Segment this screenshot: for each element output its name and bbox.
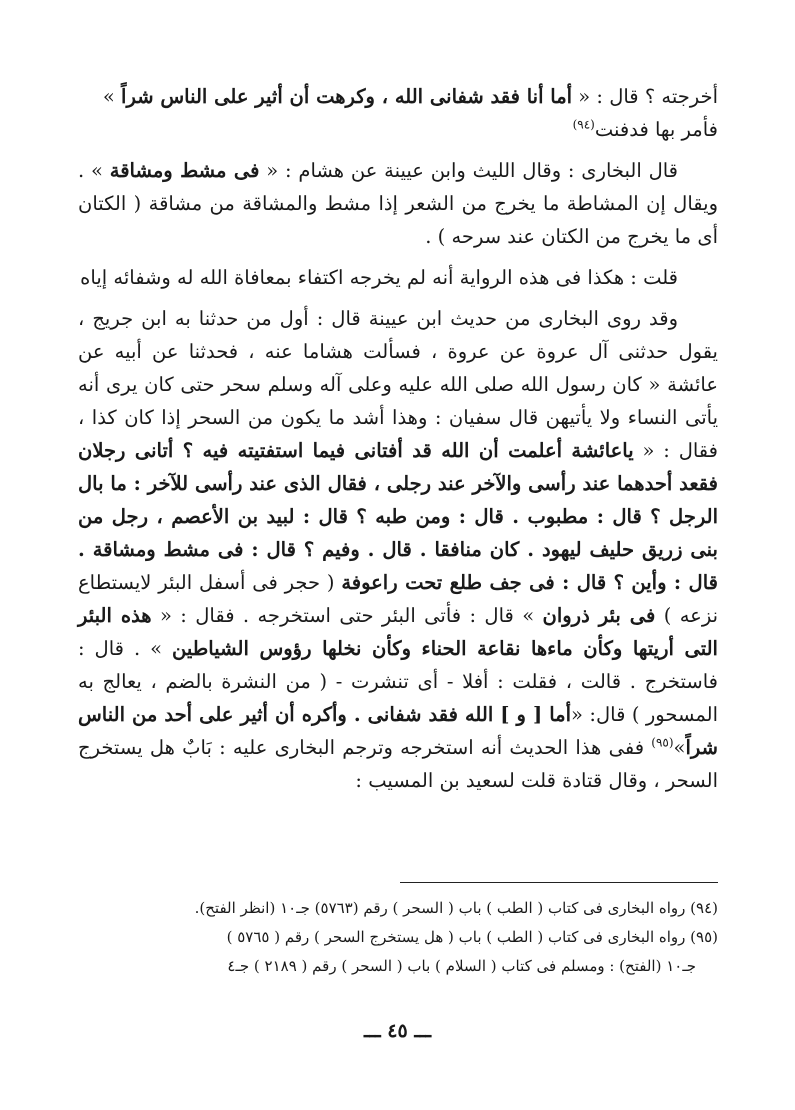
paragraph-2: [78, 154, 718, 253]
text-run: ( حجر فى أسفل البئر لايستطاع نزعه ): [78, 571, 719, 627]
paragraph-1: [78, 80, 718, 146]
footnote-95-continued: جـ١٠ (الفتح) : ومسلم فى كتاب ( السلام ) باب ( السحر ) رقم ( ٢١٨٩ ) جـ٤: [227, 957, 696, 975]
text-run: فأمر بها فدفنت: [594, 118, 718, 141]
text-run: ففى هذا الحديث أنه استخرجه وترجم البخارى عليه : بَابٌ هل يستخرج السحر ، وقال قتادة قلت لسعيد بن المسيب :: [78, 736, 718, 792]
hadith-bold: أما [ و ] الله فقد شفانى . وأكره أن أثير على أحد من الناس شراً: [78, 703, 718, 759]
footnote-divider: [400, 882, 718, 883]
paragraph-4: [78, 302, 718, 797]
footnote-ref-94: (٩٤): [572, 117, 595, 132]
footnote-95: (٩٥) رواه البخارى فى كتاب ( الطب ) باب ( هل يستخرج السحر ) رقم ( ٥٧٦٥ ): [226, 928, 718, 946]
footnote-ref-95: (٩٥): [651, 735, 674, 750]
text-run: » .: [78, 159, 110, 182]
hadith-bold: هذه البئر التى أريتها وكأن ماءها نقاعة الحناء وكأن نخلها رؤوس الشياطين: [78, 604, 718, 660]
text-run: قال البخارى : وقال الليث وابن عيينة عن هشام : «: [259, 159, 678, 182]
hadith-bold: فى بئر ذروان: [542, 604, 656, 627]
text-run: وقد روى البخارى من حديث ابن عيينة قال : أول من حدثنا به ابن جريج ، يقول حدثنى آل عروة عن عروة ، فسألت هشاما عنه ، فحدثنا عن أبيه عن عائشة « كان رسول الله صلى الله عليه وعلى آله وسلم سحر حتى كان يرى أنه يأتى النساء ولا يأتيهن قال سفيان : وهذا أشد ما يكون من السحر إذا كان كذا ، فقال : «: [78, 307, 718, 462]
page-body: [78, 80, 718, 797]
footnotes: [78, 894, 718, 981]
footnote-94: (٩٤) رواه البخارى فى كتاب ( الطب ) باب ( السحر ) رقم (٥٧٦٣) جـ١٠ (انظر الفتح).: [194, 899, 718, 917]
text-run: قلت : هكذا فى هذه الرواية أنه لم يخرجه اكتفاء بمعافاة الله له وشفائه إياه: [80, 266, 678, 289]
quote-bold: فى مشط ومشاقة: [109, 159, 260, 182]
text-run: »: [102, 85, 122, 108]
text-run: ويقال إن المشاطة ما يخرج من الشعر إذا مشط والمشاقة من مشاقة ( الكتان أى ما يخرج من الكتان عند سرحه ) .: [78, 192, 718, 248]
text-run: أخرجته ؟ قال : «: [572, 85, 718, 108]
page-number: ـــ ٤٥ ـــ: [363, 1020, 432, 1042]
text-run: »: [673, 736, 686, 759]
text-run: » قال : فأتى البئر حتى استخرجه . فقال : «: [151, 604, 543, 627]
text-run: » . قال : فاستخرج . قالت ، فقلت : أفلا - أى تنشرت - ( من النشرة بالضم ، يعالج به المسحور ) قال: «: [78, 637, 718, 726]
paragraph-3: [78, 261, 718, 294]
quote-bold: أما أنا فقد شفانى الله ، وكرهت أن أثير على الناس شراً: [121, 85, 573, 108]
hadith-bold: ياعائشة أعلمت أن الله قد أفتانى فيما استفتيته فيه ؟ أتانى رجلان فقعد أحدهما عند رأسى والآخر عند رجلى ، فقال الذى عند رأسى للآخر : ما بال الرجل ؟ قال : مطبوب . قال : ومن طبه ؟ قال : لبيد بن الأعصم ، رجل من بنى زريق حليف ليهود . كان منافقا . قال . وفيم ؟ قال : فى مشط ومشاقة . قال : وأين ؟ قال : فى جف طلع تحت راعوفة: [78, 439, 718, 594]
